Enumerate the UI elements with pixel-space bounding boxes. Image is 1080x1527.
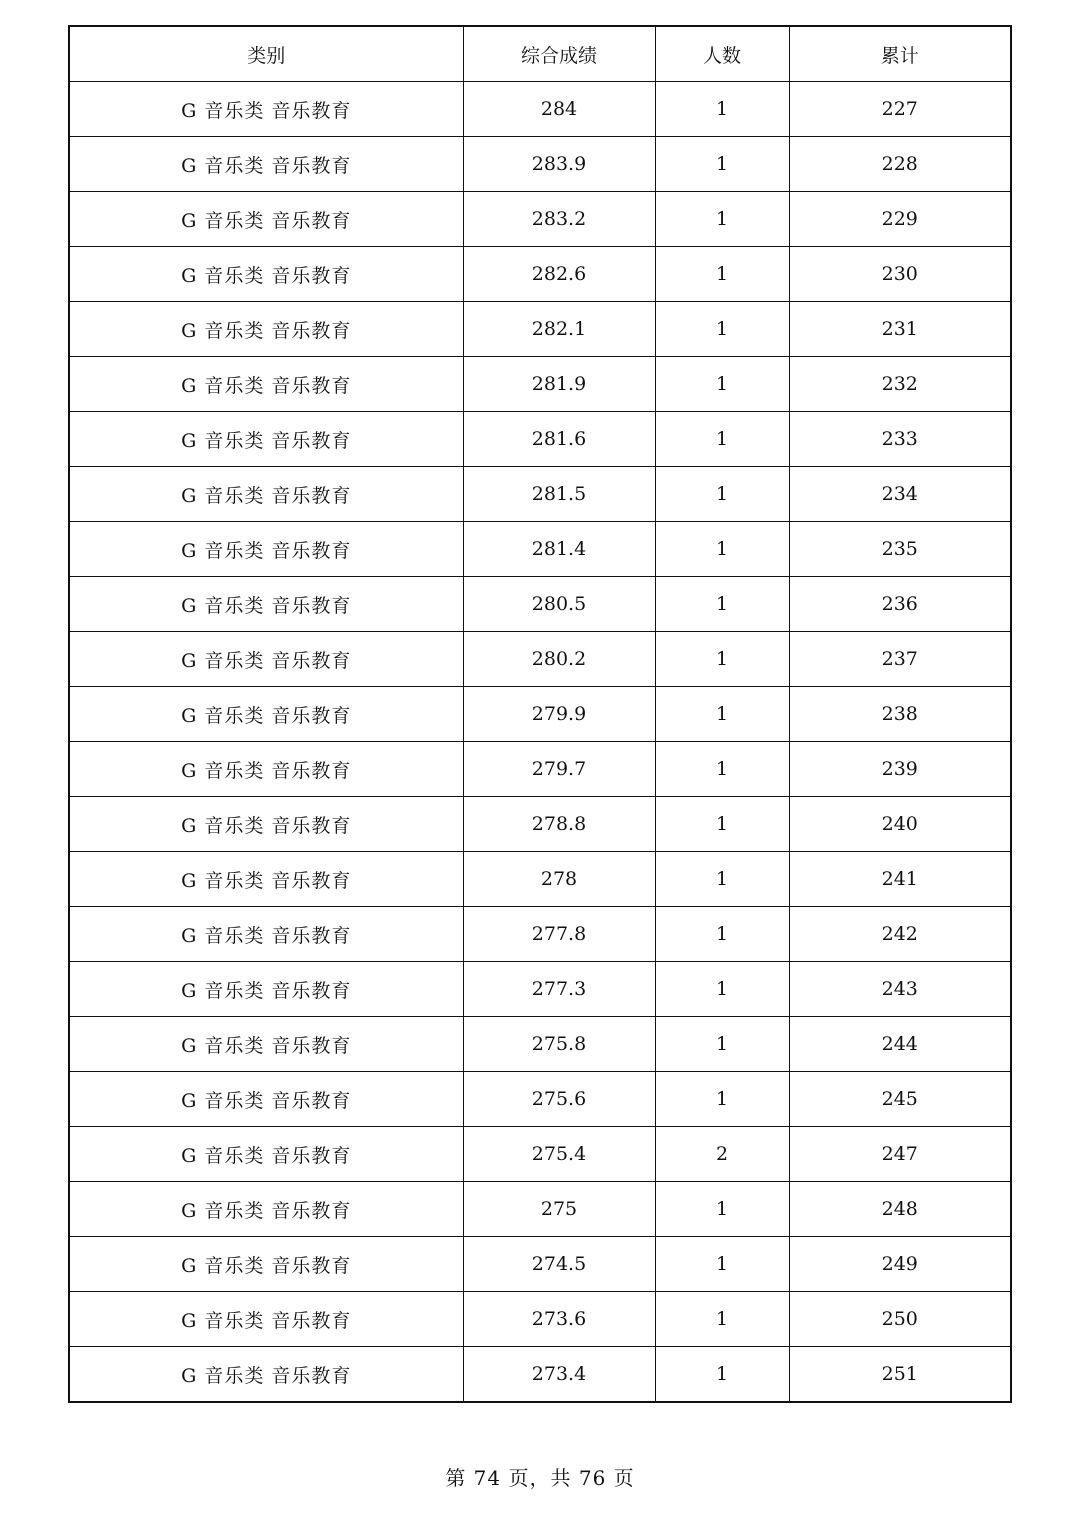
score-cell: 274.5 <box>463 1237 655 1292</box>
table-row <box>69 797 1011 852</box>
cumulative-cell: 238 <box>789 687 1011 742</box>
category-cell: G 音乐类 音乐教育 <box>69 82 463 137</box>
score-cell: 277.8 <box>463 907 655 962</box>
count-cell: 1 <box>655 467 789 522</box>
score-cell: 275.8 <box>463 1017 655 1072</box>
category-cell: G 音乐类 音乐教育 <box>69 137 463 192</box>
cumulative-cell: 247 <box>789 1127 1011 1182</box>
table-row <box>69 742 1011 797</box>
table-row <box>69 192 1011 247</box>
table-row <box>69 577 1011 632</box>
table-row <box>69 1237 1011 1292</box>
table-row <box>69 412 1011 467</box>
count-cell: 1 <box>655 1072 789 1127</box>
category-cell: G 音乐类 音乐教育 <box>69 797 463 852</box>
table-row <box>69 522 1011 577</box>
header-category: 类别 <box>69 26 463 82</box>
count-cell: 1 <box>655 1292 789 1347</box>
cumulative-cell: 243 <box>789 962 1011 1017</box>
table-row <box>69 1072 1011 1127</box>
cumulative-cell: 250 <box>789 1292 1011 1347</box>
count-cell: 1 <box>655 522 789 577</box>
count-cell: 1 <box>655 1182 789 1237</box>
category-cell: G 音乐类 音乐教育 <box>69 1017 463 1072</box>
cumulative-cell: 235 <box>789 522 1011 577</box>
cumulative-cell: 230 <box>789 247 1011 302</box>
table-row <box>69 1292 1011 1347</box>
count-cell: 1 <box>655 137 789 192</box>
score-cell: 283.9 <box>463 137 655 192</box>
count-cell: 1 <box>655 412 789 467</box>
cumulative-cell: 248 <box>789 1182 1011 1237</box>
count-cell: 1 <box>655 632 789 687</box>
count-cell: 1 <box>655 1017 789 1072</box>
header-cumulative: 累计 <box>789 26 1011 82</box>
table-row <box>69 137 1011 192</box>
score-cell: 275.6 <box>463 1072 655 1127</box>
score-cell: 281.4 <box>463 522 655 577</box>
count-cell: 1 <box>655 82 789 137</box>
cumulative-cell: 227 <box>789 82 1011 137</box>
count-cell: 1 <box>655 1237 789 1292</box>
table-row <box>69 302 1011 357</box>
category-cell: G 音乐类 音乐教育 <box>69 1237 463 1292</box>
score-cell: 280.2 <box>463 632 655 687</box>
score-cell: 275 <box>463 1182 655 1237</box>
count-cell: 1 <box>655 192 789 247</box>
count-cell: 1 <box>655 742 789 797</box>
cumulative-cell: 228 <box>789 137 1011 192</box>
category-cell: G 音乐类 音乐教育 <box>69 577 463 632</box>
category-cell: G 音乐类 音乐教育 <box>69 1292 463 1347</box>
score-cell: 273.4 <box>463 1347 655 1403</box>
header-count: 人数 <box>655 26 789 82</box>
count-cell: 1 <box>655 797 789 852</box>
category-cell: G 音乐类 音乐教育 <box>69 1182 463 1237</box>
category-cell: G 音乐类 音乐教育 <box>69 962 463 1017</box>
category-cell: G 音乐类 音乐教育 <box>69 1347 463 1403</box>
cumulative-cell: 232 <box>789 357 1011 412</box>
category-cell: G 音乐类 音乐教育 <box>69 357 463 412</box>
score-cell: 278.8 <box>463 797 655 852</box>
category-cell: G 音乐类 音乐教育 <box>69 742 463 797</box>
cumulative-cell: 239 <box>789 742 1011 797</box>
score-cell: 273.6 <box>463 1292 655 1347</box>
count-cell: 1 <box>655 247 789 302</box>
table-row <box>69 632 1011 687</box>
cumulative-cell: 249 <box>789 1237 1011 1292</box>
category-cell: G 音乐类 音乐教育 <box>69 1127 463 1182</box>
cumulative-cell: 234 <box>789 467 1011 522</box>
category-cell: G 音乐类 音乐教育 <box>69 907 463 962</box>
table-row <box>69 467 1011 522</box>
count-cell: 1 <box>655 577 789 632</box>
score-cell: 282.6 <box>463 247 655 302</box>
category-cell: G 音乐类 音乐教育 <box>69 467 463 522</box>
score-cell: 281.9 <box>463 357 655 412</box>
category-cell: G 音乐类 音乐教育 <box>69 302 463 357</box>
count-cell: 1 <box>655 1347 789 1403</box>
table-row <box>69 852 1011 907</box>
cumulative-cell: 236 <box>789 577 1011 632</box>
score-cell: 280.5 <box>463 577 655 632</box>
table-row <box>69 962 1011 1017</box>
category-cell: G 音乐类 音乐教育 <box>69 247 463 302</box>
page-number: 第 74 页，共 76 页 <box>445 1466 635 1490</box>
category-cell: G 音乐类 音乐教育 <box>69 522 463 577</box>
count-cell: 1 <box>655 687 789 742</box>
table-row <box>69 687 1011 742</box>
score-cell: 283.2 <box>463 192 655 247</box>
table-row <box>69 357 1011 412</box>
cumulative-cell: 244 <box>789 1017 1011 1072</box>
score-cell: 278 <box>463 852 655 907</box>
category-cell: G 音乐类 音乐教育 <box>69 632 463 687</box>
score-cell: 275.4 <box>463 1127 655 1182</box>
header-score: 综合成绩 <box>463 26 655 82</box>
table-row <box>69 247 1011 302</box>
score-cell: 279.7 <box>463 742 655 797</box>
table-row <box>69 1017 1011 1072</box>
score-cell: 284 <box>463 82 655 137</box>
cumulative-cell: 240 <box>789 797 1011 852</box>
count-cell: 1 <box>655 302 789 357</box>
count-cell: 1 <box>655 962 789 1017</box>
table-header-row <box>69 26 1011 82</box>
cumulative-cell: 245 <box>789 1072 1011 1127</box>
cumulative-cell: 229 <box>789 192 1011 247</box>
score-cell: 279.9 <box>463 687 655 742</box>
table-row <box>69 907 1011 962</box>
cumulative-cell: 237 <box>789 632 1011 687</box>
cumulative-cell: 241 <box>789 852 1011 907</box>
cumulative-cell: 251 <box>789 1347 1011 1403</box>
table-row <box>69 1127 1011 1182</box>
count-cell: 1 <box>655 907 789 962</box>
score-cell: 282.1 <box>463 302 655 357</box>
category-cell: G 音乐类 音乐教育 <box>69 852 463 907</box>
table-row <box>69 1182 1011 1237</box>
cumulative-cell: 231 <box>789 302 1011 357</box>
score-cell: 281.6 <box>463 412 655 467</box>
cumulative-cell: 233 <box>789 412 1011 467</box>
table-body <box>69 82 1011 1403</box>
count-cell: 1 <box>655 357 789 412</box>
score-cell: 281.5 <box>463 467 655 522</box>
score-table <box>68 25 1012 1403</box>
score-cell: 277.3 <box>463 962 655 1017</box>
count-cell: 2 <box>655 1127 789 1182</box>
count-cell: 1 <box>655 852 789 907</box>
table-row <box>69 1347 1011 1403</box>
table-row <box>69 82 1011 137</box>
cumulative-cell: 242 <box>789 907 1011 962</box>
category-cell: G 音乐类 音乐教育 <box>69 1072 463 1127</box>
category-cell: G 音乐类 音乐教育 <box>69 412 463 467</box>
category-cell: G 音乐类 音乐教育 <box>69 687 463 742</box>
category-cell: G 音乐类 音乐教育 <box>69 192 463 247</box>
